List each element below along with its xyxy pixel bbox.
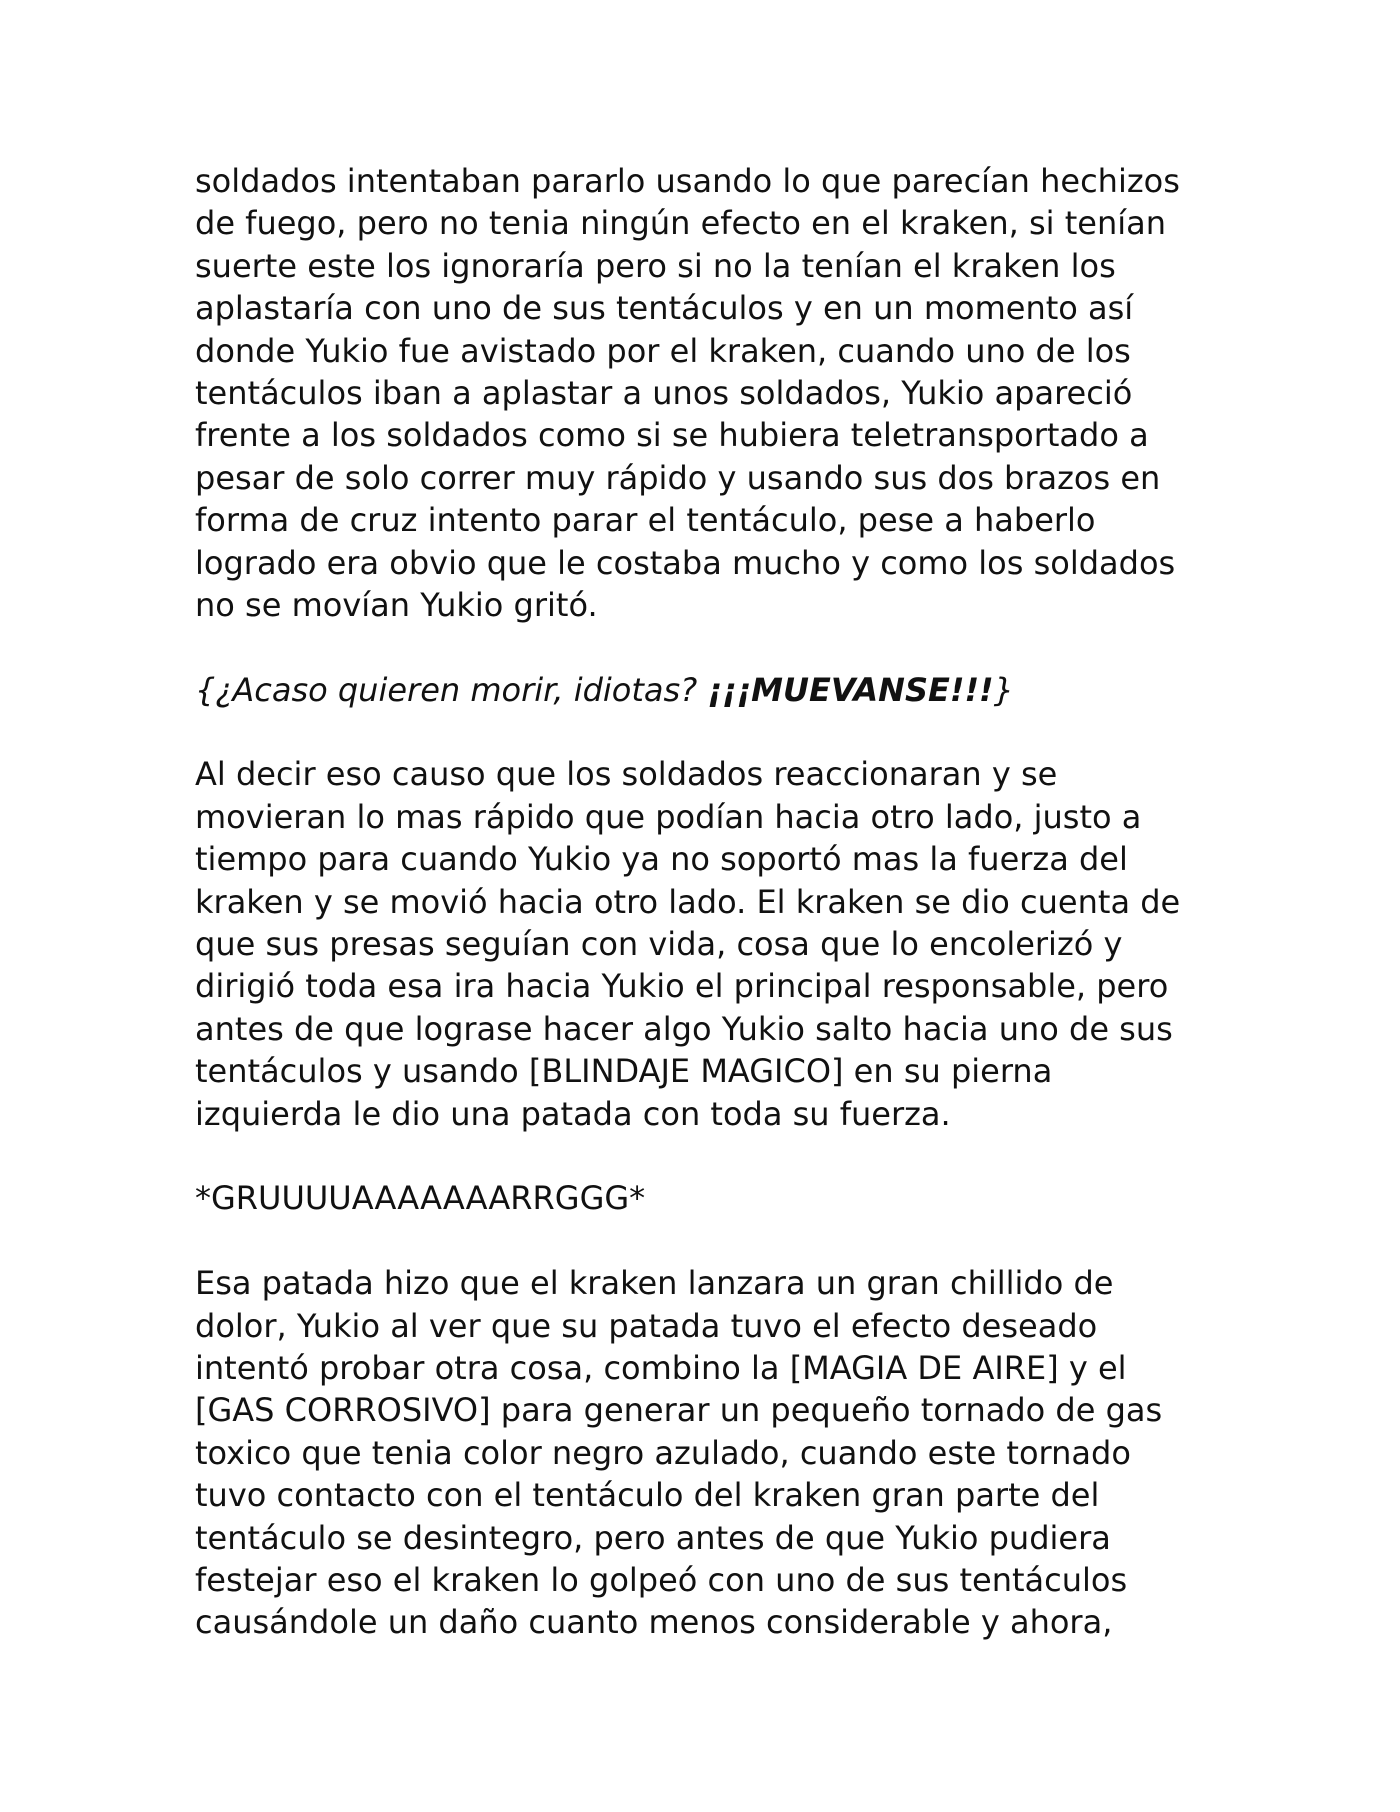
dialogue-closing-brace: } [993, 670, 1014, 709]
text-line: Al decir eso causo que los soldados reaccionaran y se [195, 755, 1058, 794]
text-line: tentáculos y usando [BLINDAJE MAGICO] en su pierna [195, 1052, 1053, 1091]
text-line: tentáculos iban a aplastar a unos soldados, Yukio apareció [195, 373, 1133, 412]
text-line: tiempo para cuando Yukio ya no soportó mas la fuerza del [195, 840, 1128, 879]
text-line: aplastaría con uno de sus tentáculos y en un momento así [195, 289, 1134, 328]
paragraph-2 [195, 753, 1235, 1135]
sound-effect-text: *GRUUUUAAAAAAARRGGG* [195, 1179, 646, 1218]
text-line: [GAS CORROSIVO] para generar un pequeño tornado de gas [195, 1391, 1163, 1430]
text-line: toxico que tenia color negro azulado, cuando este tornado [195, 1433, 1131, 1472]
text-line: tentáculo se desintegro, pero antes de que Yukio pudiera [195, 1518, 1111, 1557]
dialogue-line [195, 669, 1235, 711]
paragraph-3 [195, 1262, 1235, 1644]
paragraph-spacer [195, 711, 1235, 753]
text-line: pesar de solo correr muy rápido y usando sus dos brazos en [195, 458, 1161, 497]
text-line: dolor, Yukio al ver que su patada tuvo el efecto deseado [195, 1306, 1098, 1345]
paragraph-spacer [195, 626, 1235, 668]
dialogue-shout: ¡¡¡MUEVANSE!!! [707, 670, 994, 709]
text-line: forma de cruz intento parar el tentáculo, pese a haberlo [195, 501, 1096, 540]
text-line: tuvo contacto con el tentáculo del kraken gran parte del [195, 1476, 1100, 1515]
paragraph-spacer [195, 1135, 1235, 1177]
dialogue-part: {¿Acaso quieren morir, idiotas? [195, 670, 708, 709]
text-line: festejar eso el kraken lo golpeó con uno de sus tentáculos [195, 1560, 1128, 1599]
text-line: antes de que lograse hacer algo Yukio salto hacia uno de sus [195, 1009, 1173, 1048]
text-line: logrado era obvio que le costaba mucho y como los soldados [195, 543, 1176, 582]
text-line: izquierda le dio una patada con toda su fuerza. [195, 1094, 951, 1133]
sound-effect [195, 1177, 1235, 1219]
dialogue-text [195, 669, 1235, 711]
text-line: no se movían Yukio gritó. [195, 585, 598, 624]
text-line: soldados intentaban pararlo usando lo que parecían hechizos [195, 162, 1180, 200]
text-line: que sus presas seguían con vida, cosa que lo encolerizó y [195, 925, 1123, 964]
text-line: intentó probar otra cosa, combino la [MAGIA DE AIRE] y el [195, 1348, 1127, 1387]
text-line: dirigió toda esa ira hacia Yukio el principal responsable, pero [195, 967, 1169, 1006]
text-line: kraken y se movió hacia otro lado. El kraken se dio cuenta de [195, 882, 1181, 921]
page-body-text [195, 160, 1235, 1644]
text-line: causándole un daño cuanto menos considerable y ahora, [195, 1603, 1113, 1642]
text-line: suerte este los ignoraría pero si no la tenían el kraken los [195, 246, 1116, 285]
paragraph-spacer [195, 1220, 1235, 1262]
paragraph-1 [195, 160, 1235, 626]
text-line: de fuego, pero no tenia ningún efecto en el kraken, si tenían [195, 204, 1167, 243]
text-line: frente a los soldados como si se hubiera teletransportado a [195, 416, 1149, 455]
text-line: Esa patada hizo que el kraken lanzara un gran chillido de [195, 1264, 1114, 1303]
text-line: donde Yukio fue avistado por el kraken, cuando uno de los [195, 331, 1131, 370]
text-line: movieran lo mas rápido que podían hacia otro lado, justo a [195, 797, 1142, 836]
